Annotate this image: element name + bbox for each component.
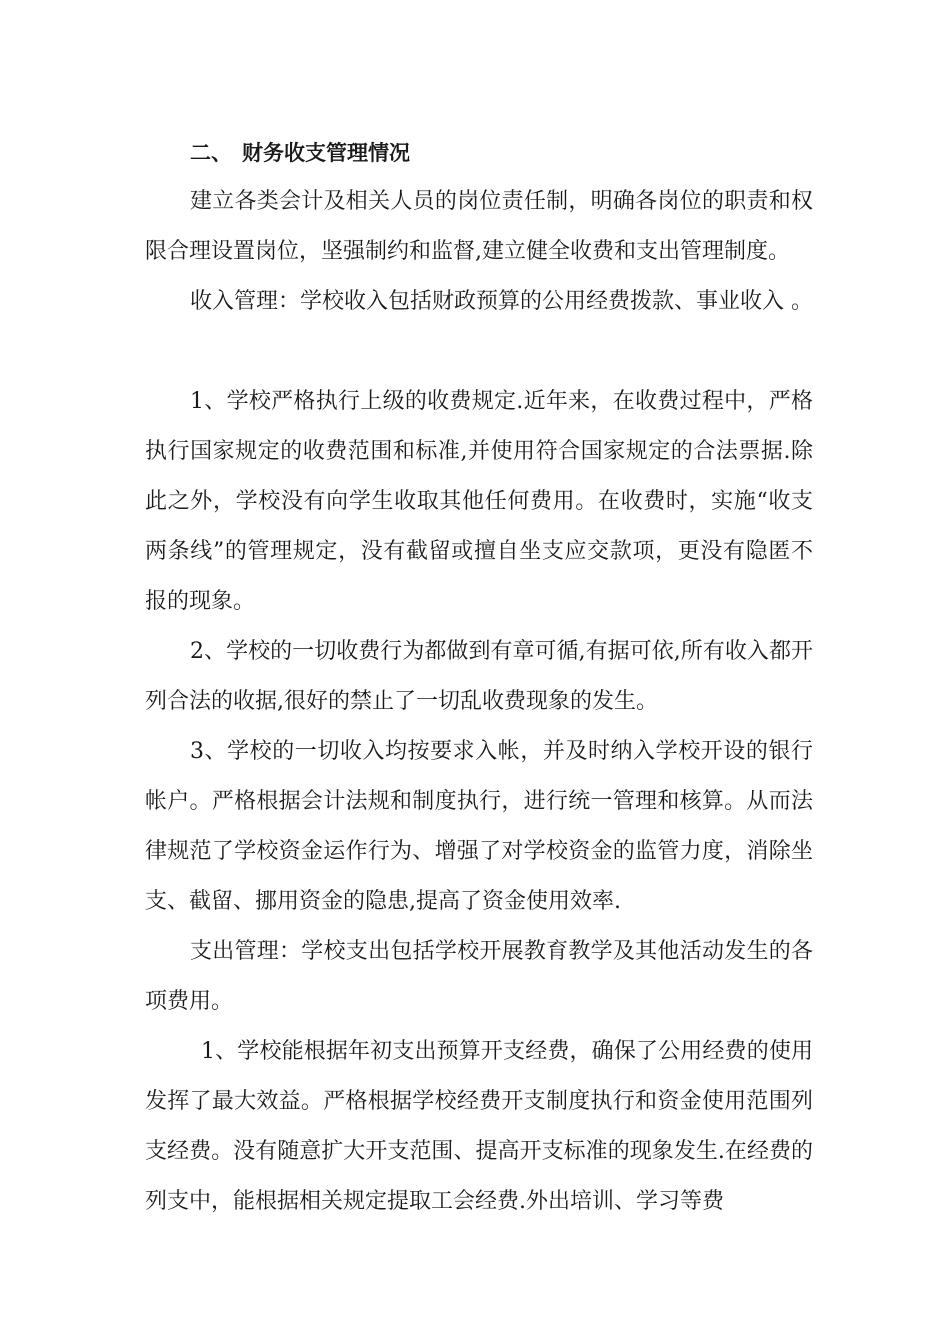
paragraph-responsibility: 建立各类会计及相关人员的岗位责任制，明确各岗位的职责和权限合理设置岗位，坚强制约和监督,建立健全收费和支出管理制度。 bbox=[145, 189, 813, 264]
section-heading bbox=[145, 133, 813, 173]
paragraph-income-management: 收入管理：学校收入包括财政预算的公用经费拨款、事业收入 。 bbox=[190, 289, 813, 314]
paragraph-income-item-1: 1、学校严格执行上级的收费规定.近年来，在收费过程中，严格执行国家规定的收费范围和标准,并使用符合国家规定的合法票据.除此之外，学校没有向学生收取其他任何费用。在收费时，实施“收支两条线”的管理规定，没有截留或擅自坐支应交款项，更没有隐匿不报的现象。 bbox=[145, 389, 813, 614]
paragraph-spacer bbox=[145, 327, 813, 377]
section-number: 二、 bbox=[190, 141, 232, 165]
paragraph-expense-item-1: 1、学校能根据年初支出预算开支经费，确保了公用经费的使用发挥了最大效益。严格根据学校经费开支制度执行和资金使用范围列支经费。没有随意扩大开支范围、提高开支标准的现象发生.在经费的列支中，能根据相关规定提取工会经费.外出培训、学习等费 bbox=[145, 1039, 813, 1214]
document-body bbox=[145, 133, 813, 1227]
paragraph-expense-management: 支出管理：学校支出包括学校开展教育教学及其他活动发生的各项费用。 bbox=[145, 939, 813, 1014]
section-title: 财务收支管理情况 bbox=[242, 141, 410, 165]
paragraph-income-item-2: 2、学校的一切收费行为都做到有章可循,有据可依,所有收入都开列合法的收据,很好的禁止了一切乱收费现象的发生。 bbox=[145, 639, 813, 714]
paragraph-income-item-3: 3、学校的一切收入均按要求入帐，并及时纳入学校开设的银行帐户。严格根据会计法规和制度执行，进行统一管理和核算。从而法律规范了学校资金运作行为、增强了对学校资金的监管力度，消除坐支、截留、挪用资金的隐患,提高了资金使用效率. bbox=[145, 739, 813, 914]
